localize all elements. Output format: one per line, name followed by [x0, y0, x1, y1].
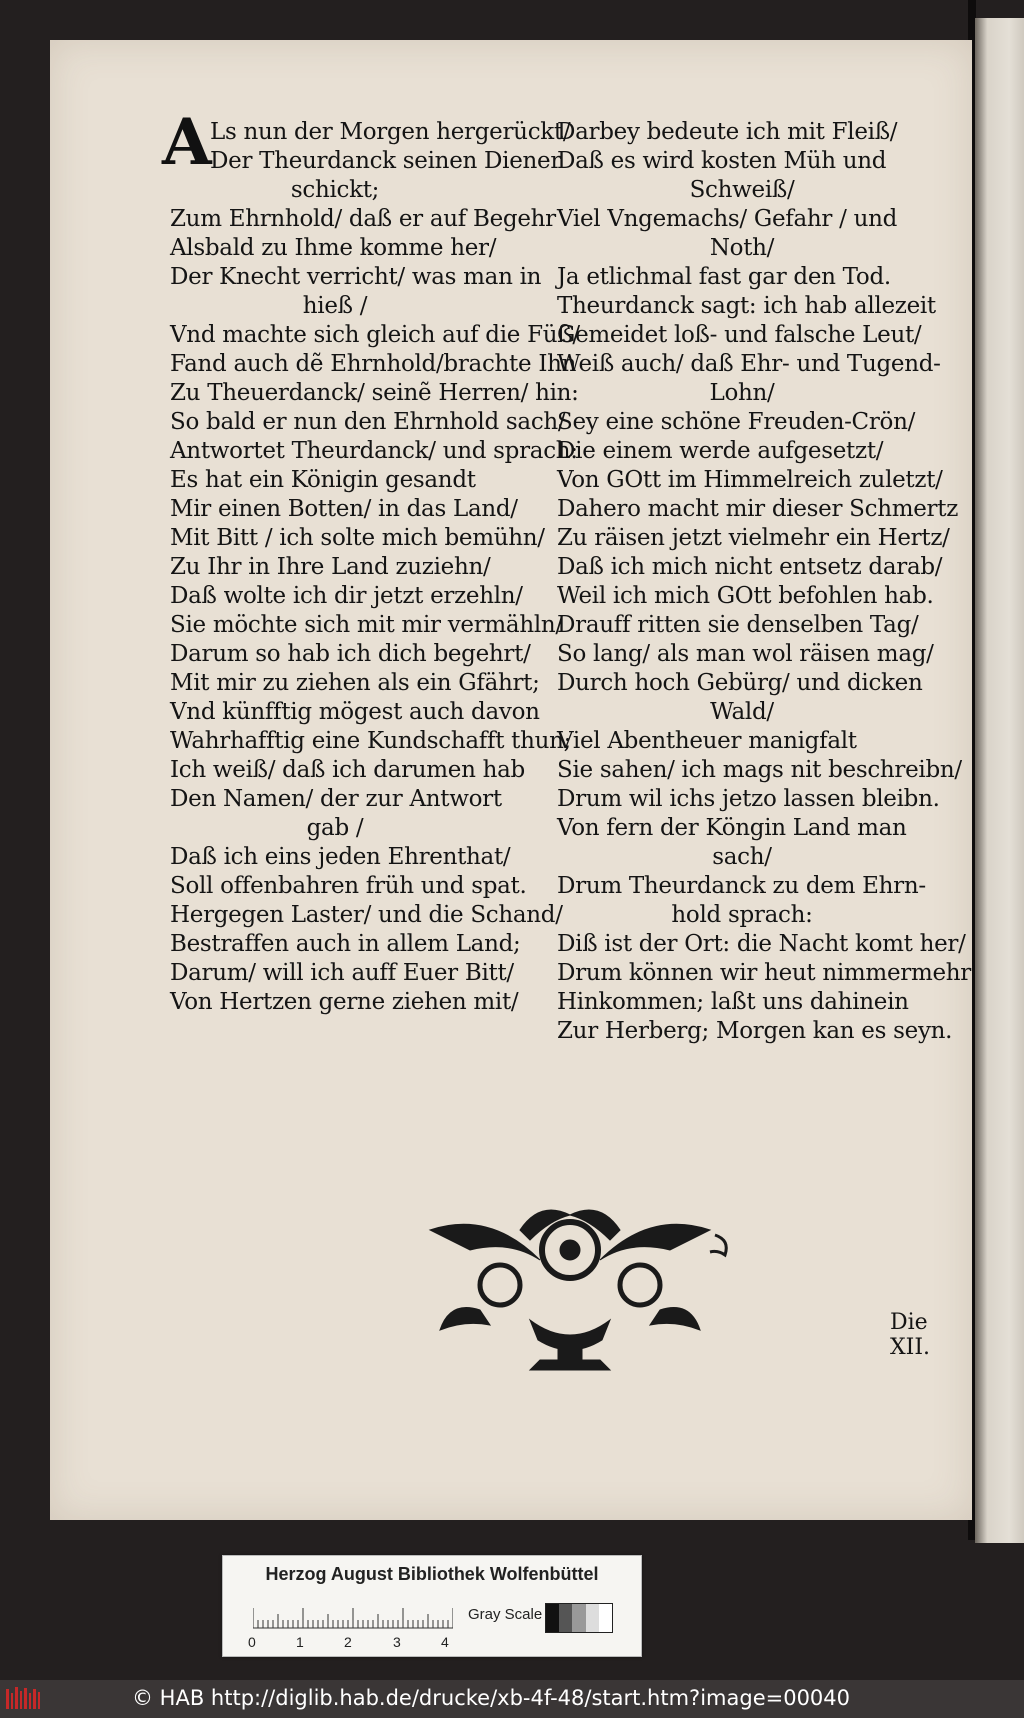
verse-line: So bald er nun den Ehrnhold sach/ [170, 409, 566, 435]
verse-line: Von GOtt im Himmelreich zuletzt/ [557, 467, 943, 493]
verse-line: Bestraffen auch in allem Land; [170, 931, 521, 957]
ruler-scale [253, 1601, 453, 1629]
verse-line: Diß ist der Ort: die Nacht komt her/ [557, 931, 966, 957]
verse-line: Drum Theurdanck zu dem Ehrn- [557, 873, 926, 899]
verse-line: Der Theurdanck seinen Diener [210, 148, 562, 174]
verse-line: sach/ [712, 844, 772, 870]
verse-line: Schweiß/ [689, 177, 795, 203]
verse-line: Es hat ein Königin gesandt [170, 467, 476, 493]
verse-line: Zur Herberg; Morgen kan es seyn. [557, 1018, 953, 1044]
viewer-footer [0, 1680, 1024, 1718]
verse-line: Drauff ritten sie denselben Tag/ [557, 612, 919, 638]
verse-line: schickt; [290, 177, 380, 203]
gray-scale-label: Gray Scale [468, 1606, 543, 1623]
verse-line: Zu räisen jetzt vielmehr ein Hertz/ [557, 525, 950, 551]
verse-line: Mir einen Botten/ in das Land/ [170, 496, 518, 522]
verse-line: Theurdanck sagt: ich hab allezeit [557, 293, 936, 319]
verse-line: Durch hoch Gebürg/ und dicken [557, 670, 923, 696]
verse-line: Ls nun der Morgen hergerückt/ [210, 119, 571, 145]
verse-line: Weil ich mich GOtt befohlen hab. [557, 583, 934, 609]
verse-line: Vnd machte sich gleich auf die Füß/ [170, 322, 580, 348]
text-column-right [557, 118, 987, 1046]
scale-number: 3 [393, 1634, 401, 1650]
scale-number: 4 [441, 1634, 449, 1650]
library-name: Herzog August Bibliothek Wolfenbüttel [265, 1564, 599, 1584]
verse-line: hieß / [302, 293, 368, 319]
scale-number: 1 [296, 1634, 304, 1650]
verse-line: hold sprach: [671, 902, 813, 928]
library-color-card [222, 1555, 642, 1657]
verse-line: Den Namen/ der zur Antwort [170, 786, 502, 812]
verse-line: Sie sahen/ ich mags nit beschreibn/ [557, 757, 962, 783]
verse-line: Hergegen Laster/ und die Schand/ [170, 902, 563, 928]
verse-line: Ja etlichmal fast gar den Tod. [557, 264, 891, 290]
verse-line: Mit Bitt / ich solte mich bemühn/ [170, 525, 545, 551]
verse-line: Gemeidet loß- und falsche Leut/ [557, 322, 922, 348]
copyright-url[interactable]: © HAB http://diglib.hab.de/drucke/xb-4f-48/start.htm?image=00040 [132, 1686, 851, 1710]
verse-line: Von Hertzen gerne ziehen mit/ [170, 989, 519, 1015]
gray-scale-swatch [545, 1603, 613, 1633]
hab-logo-icon [4, 1685, 44, 1713]
flower-vase-ornament [370, 1200, 770, 1380]
verse-line: Alsbald zu Ihme komme her/ [170, 235, 497, 261]
verse-line: Mit mir zu ziehen als ein Gfährt; [170, 670, 540, 696]
verse-line: Von fern der Köngin Land man [557, 815, 907, 841]
text-column-left [170, 118, 580, 1017]
verse-line: Dahero macht mir dieser Schmertz [557, 496, 959, 522]
verse-line: Die einem werde aufgesetzt/ [557, 438, 884, 464]
scale-number: 2 [344, 1634, 352, 1650]
verse-line: Daß ich mich nicht entsetz darab/ [557, 554, 943, 580]
drop-cap: A [162, 105, 212, 180]
verse-line: Sie möchte sich mit mir vermähln/ [170, 612, 563, 638]
verse-line: Hinkommen; laßt uns dahinein [557, 989, 909, 1015]
verse-line: Zu Ihr in Ihre Land zuziehn/ [170, 554, 491, 580]
verse-line: Wald/ [710, 699, 774, 725]
book-page [50, 40, 972, 1520]
verse-line: Wahrhafftig eine Kundschafft thun; [170, 728, 572, 754]
verse-line: Lohn/ [709, 380, 775, 406]
verse-line: Drum wil ichs jetzo lassen bleibn. [557, 786, 940, 812]
verse-line: gab / [306, 815, 364, 841]
verse-line: Der Knecht verricht/ was man in [170, 264, 542, 290]
verse-line: Drum können wir heut nimmermehr [557, 960, 971, 986]
scale-number: 0 [248, 1634, 256, 1650]
verse-line: So lang/ als man wol räisen mag/ [557, 641, 934, 667]
verse-line: Darum so hab ich dich begehrt/ [170, 641, 531, 667]
verse-line: Antwortet Theurdanck/ und sprach: [170, 438, 578, 464]
verse-line: Darum/ will ich auff Euer Bitt/ [170, 960, 514, 986]
verse-line: Zum Ehrnhold/ daß er auf Begehr [170, 206, 556, 232]
verse-line: Noth/ [709, 235, 775, 261]
verse-line: Sey eine schöne Freuden-Crön/ [557, 409, 916, 435]
verse-line: Daß ich eins jeden Ehrenthat/ [170, 844, 511, 870]
verse-line: Darbey bedeute ich mit Fleiß/ [557, 119, 898, 145]
verse-line: Viel Vngemachs/ Gefahr / und [557, 206, 898, 232]
verse-line: Zu Theuerdanck/ seinẽ Herren/ hin: [170, 380, 579, 406]
verse-line: Viel Abentheuer manigfalt [557, 728, 857, 754]
verse-line: Daß wolte ich dir jetzt erzehln/ [170, 583, 523, 609]
verse-line: Fand auch dẽ Ehrnhold/brachte Ihn [170, 351, 577, 377]
verse-line: Daß es wird kosten Müh und [557, 148, 887, 174]
verse-line: Weiß auch/ daß Ehr- und Tugend- [557, 351, 941, 377]
verse-line: Vnd künfftig mögest auch davon [170, 699, 540, 725]
verse-line: Soll offenbahren früh und spat. [170, 873, 527, 899]
catchword: Die XII. [890, 1310, 931, 1360]
verse-line: Ich weiß/ daß ich darumen hab [170, 757, 525, 783]
